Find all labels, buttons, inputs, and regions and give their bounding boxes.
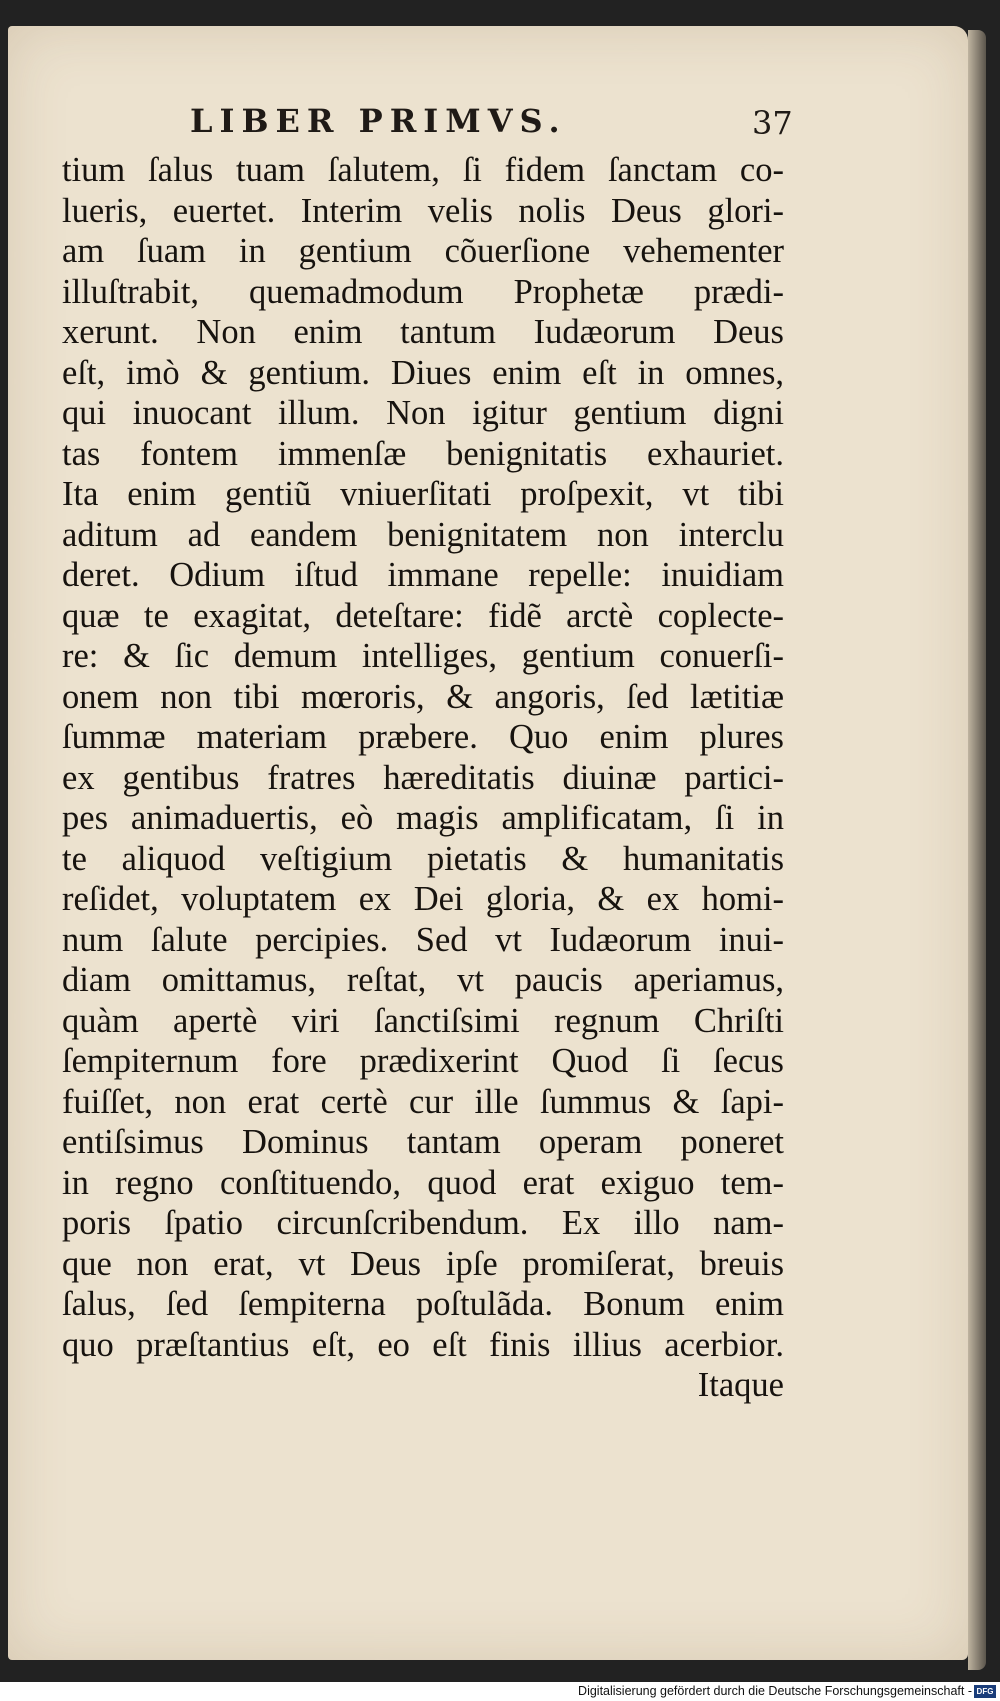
- text-line: num ſalute percipies. Sed vt Iudæorum inui-: [62, 920, 784, 959]
- text-line: ex gentibus fratres hæreditatis diuinæ partici-: [62, 758, 784, 797]
- text-line: tas fontem immenſæ benignitatis exhauriet.: [62, 434, 784, 473]
- text-line: ſummæ materiam præbere. Quo enim plures: [62, 718, 784, 756]
- text-line: fuiſſet, non erat certè cur ille ſummus & ſapi-: [62, 1082, 784, 1121]
- page-number: 37: [752, 104, 793, 142]
- text-line: diam omittamus, reſtat, vt paucis aperiamus,: [62, 961, 784, 999]
- text-line: entiſsimus Dominus tantam operam poneret: [62, 1123, 784, 1161]
- text-line: tium ſalus tuam ſalutem, ſi fidem ſanctam co-: [62, 151, 784, 189]
- page-edge: [968, 30, 986, 1670]
- text-line: illuſtrabit, quemadmodum Prophetæ prædi-: [62, 272, 784, 311]
- text-line: qui inuocant illum. Non igitur gentium digni: [62, 394, 784, 432]
- text-line: quo præſtantius eſt, eo eſt finis illius acerbior.: [62, 1325, 784, 1364]
- text-line: eſt, imò & gentium. Diues enim eſt in omnes,: [62, 353, 784, 392]
- text-line: lueris, euertet. Interim velis nolis Deus glori-: [62, 191, 784, 230]
- body-text: [62, 150, 784, 1406]
- text-line: que non erat, vt Deus ipſe promiſerat, breuis: [62, 1244, 784, 1283]
- text-line: re: & ſic demum intelliges, gentium conuerſi-: [62, 637, 784, 675]
- text-line: am ſuam in gentium cõuerſione vehementer: [62, 232, 784, 270]
- text-line: te aliquod veſtigium pietatis & humanitatis: [62, 839, 784, 878]
- dfg-logo: DFG: [974, 1685, 996, 1698]
- text-line: quæ te exagitat, deteſtare: fidẽ arctè coplecte-: [62, 596, 784, 635]
- text-line: Ita enim gentiũ vniuerſitati proſpexit, vt tibi: [62, 475, 784, 513]
- text-line: ſempiternum fore prædixerint Quod ſi ſecus: [62, 1042, 784, 1080]
- running-head: LIBER PRIMVS.: [190, 102, 567, 140]
- footer-bar: [0, 1682, 1000, 1701]
- text-line: poris ſpatio circunſcribendum. Ex illo nam-: [62, 1204, 784, 1242]
- text-line: xerunt. Non enim tantum Iudæorum Deus: [62, 313, 784, 351]
- catchword: Itaque: [697, 1366, 784, 1404]
- text-line: reſidet, voluptatem ex Dei gloria, & ex homi-: [62, 880, 784, 918]
- text-line: ſalus, ſed ſempiterna poſtulãda. Bonum enim: [62, 1285, 784, 1323]
- text-line: quàm apertè viri ſanctiſsimi regnum Chriſti: [62, 1001, 784, 1040]
- text-line: deret. Odium iſtud immane repelle: inuidiam: [62, 556, 784, 594]
- text-line: pes animaduertis, eò magis amplificatam, ſi in: [62, 799, 784, 837]
- funding-credit: Digitalisierung gefördert durch die Deutsche Forschungsgemeinschaft -: [578, 1684, 972, 1698]
- text-line: in regno conſtituendo, quod erat exiguo tem-: [62, 1163, 784, 1202]
- text-line: onem non tibi mœroris, & angoris, ſed lætitiæ: [62, 677, 784, 716]
- text-line: aditum ad eandem benignitatem non interclu: [62, 515, 784, 554]
